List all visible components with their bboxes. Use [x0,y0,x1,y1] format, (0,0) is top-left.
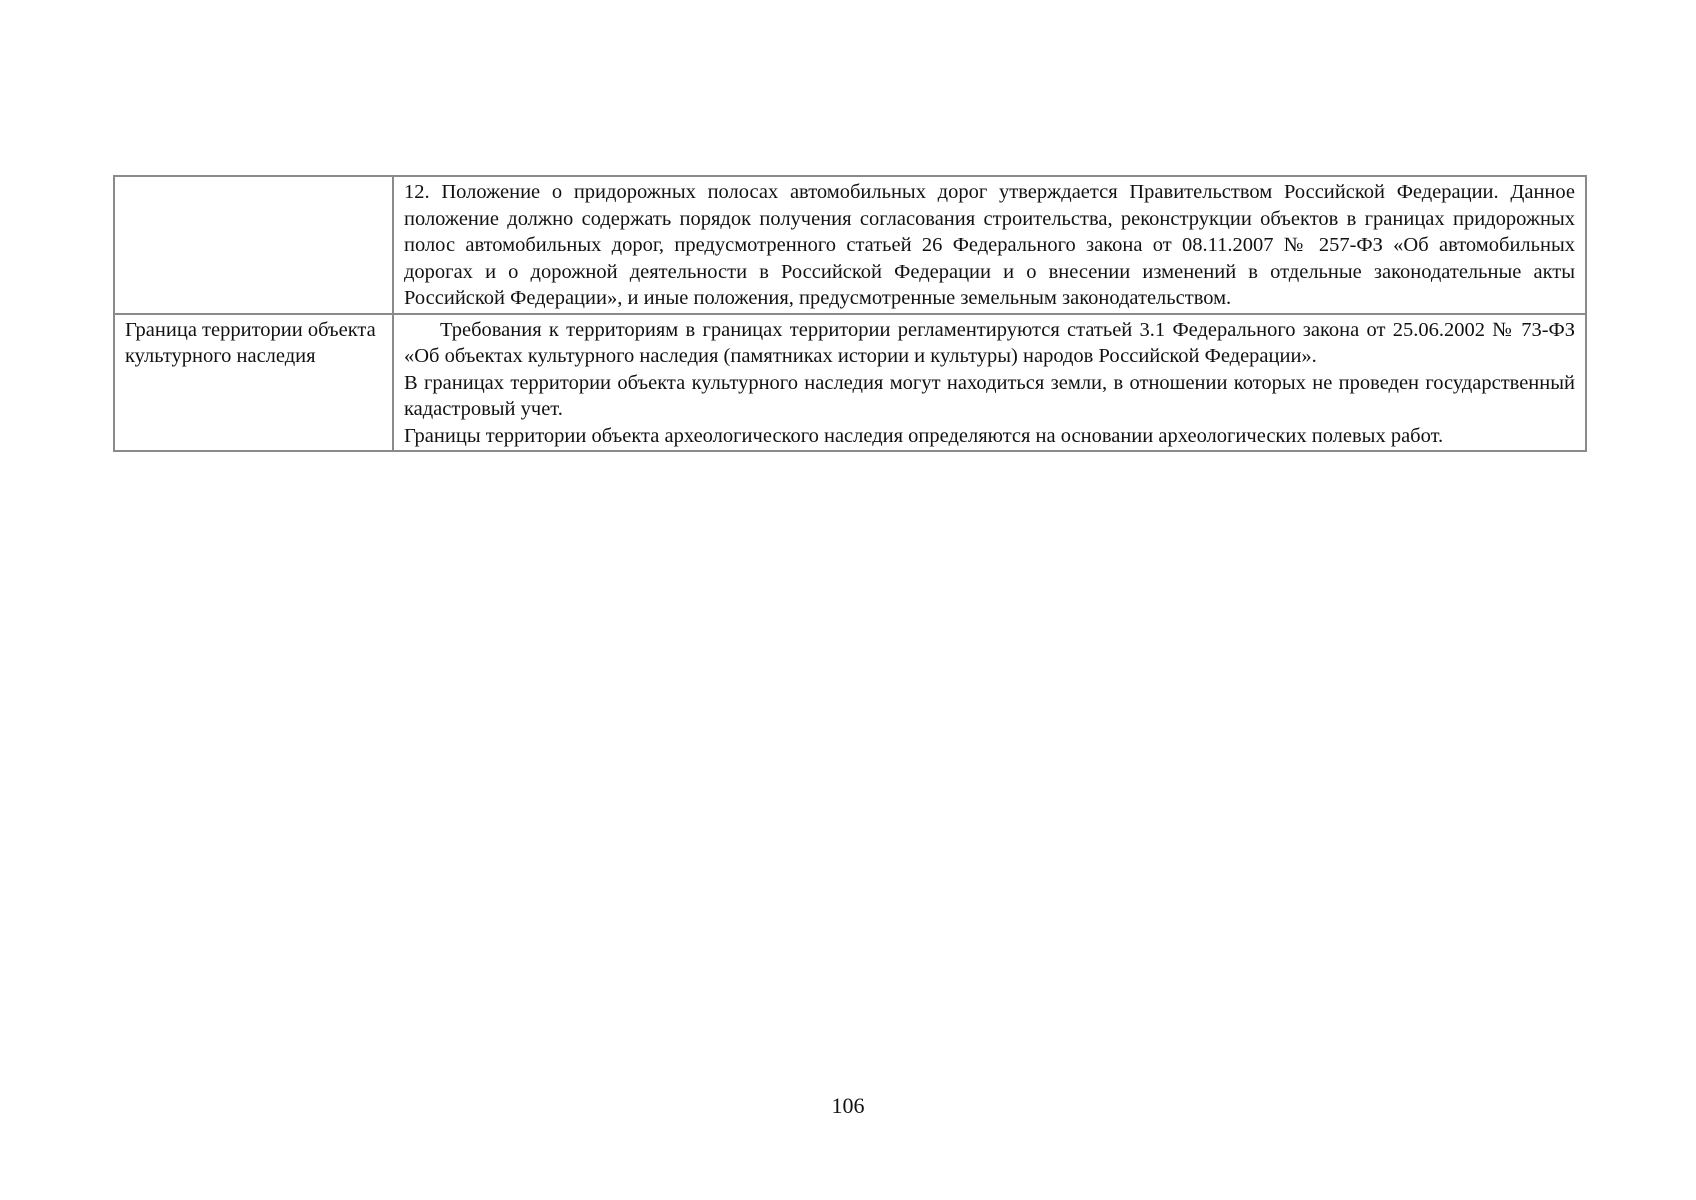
table-row [114,176,1586,314]
page-number: 106 [831,1093,865,1118]
row-content-cell [393,176,1586,314]
table-row [114,314,1586,452]
row-content-cell [393,314,1586,452]
paragraph-cadastral-lands: В границах территории объекта культурного наследия могут находиться земли, в отношении которых не проведен государственный кадастровый учет. [404,371,1575,420]
row-label-cell [114,176,393,314]
row-label-cell: Граница территории объекта культурного наследия [114,314,393,452]
paragraph-territory-requirements: Требования к территориям в границах территории регламентируются статьей 3.1 Федерального закона от 25.06.2002 № 73-ФЗ «Об объектах культурного наследия (памятниках истории и культуры) народов Российской Федерации». [404,318,1575,367]
paragraph-roadside-strips: 12. Положение о придорожных полосах автомобильных дорог утверждается Правительством Российской Федерации. Данное положение должно содержать порядок получения согласования строительства, реконструкции объектов в границах придорожных полос автомобильных дорог, предусмотренного статьей 26 Федерального закона от 08.11.2007 № 257-ФЗ «Об автомобильных дорогах и о дорожной деятельности в Российской Федерации и о внесении изменений в отдельные законодательные акты Российской Федерации», и иные положения, предусмотренные земельным законодательством. [404,181,1575,309]
paragraph-archaeological-boundaries: Границы территории объекта археологического наследия определяются на основании археологических полевых работ. [404,424,1444,447]
regulations-table [113,175,1587,452]
